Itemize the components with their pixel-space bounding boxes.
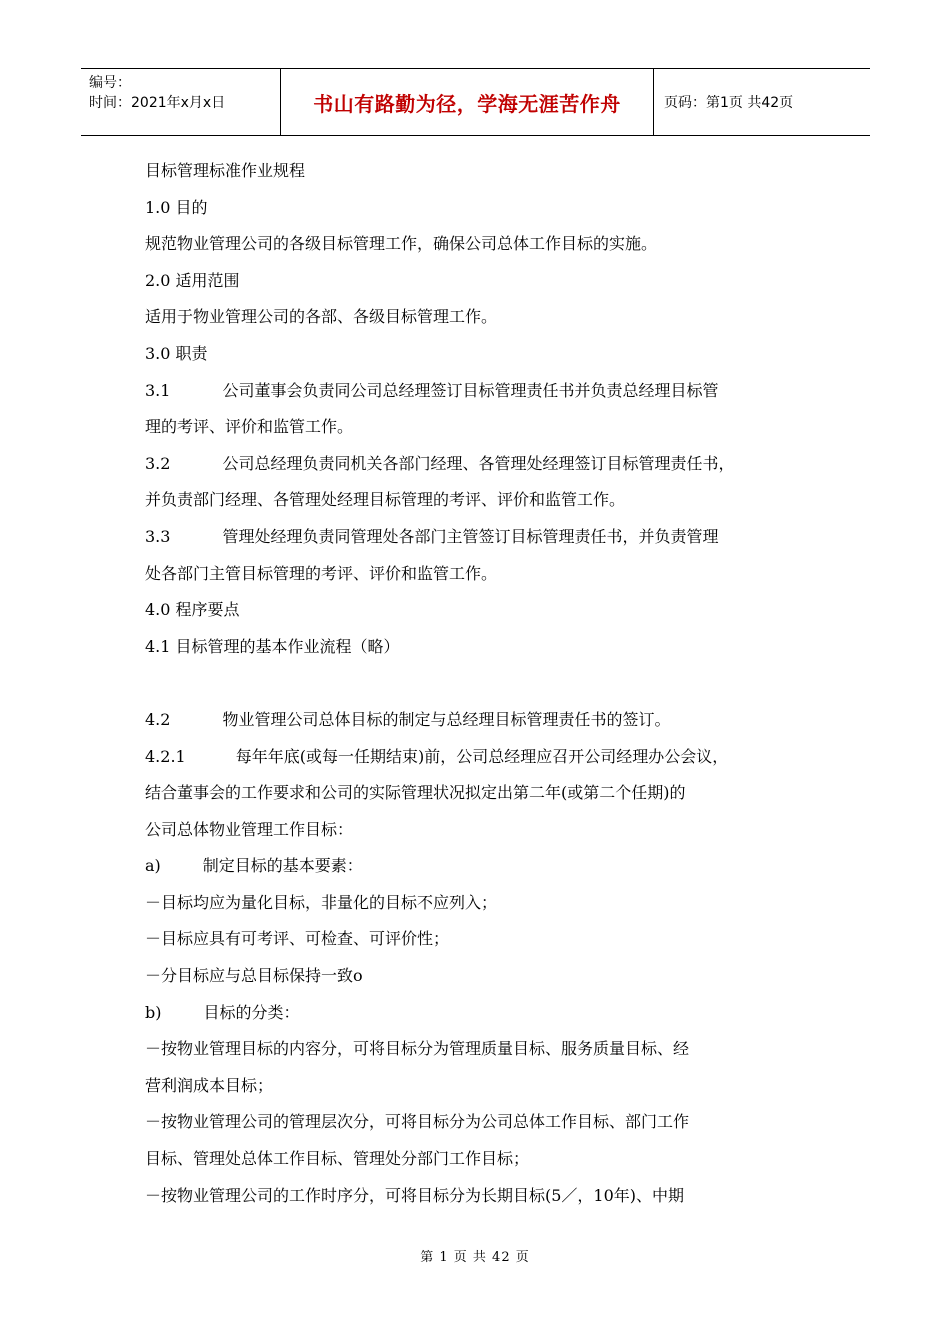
header-meta bbox=[81, 69, 281, 135]
clause-text: 目标管理标准作业规程 bbox=[145, 161, 306, 180]
text-line bbox=[145, 739, 815, 776]
clause-text: 管理处经理负责同管理处各部门主管签订目标管理责任书，并负责管理 bbox=[222, 526, 719, 546]
text-line bbox=[145, 1031, 815, 1068]
text-line bbox=[145, 299, 815, 336]
clause-text: 2.0 适用范围 bbox=[145, 270, 240, 290]
text-line bbox=[145, 263, 815, 300]
text-line bbox=[145, 1104, 815, 1141]
clause-text: 并负责部门经理、各管理处经理目标管理的考评、评价和监管工作。 bbox=[145, 490, 626, 510]
text-line bbox=[145, 958, 815, 995]
text-line bbox=[145, 812, 815, 849]
text-line bbox=[145, 190, 815, 227]
text-line bbox=[145, 995, 815, 1032]
clause-text: 理的考评、评价和监管工作。 bbox=[145, 417, 354, 437]
clause-text: 公司董事会负责同公司总经理签订目标管理责任书并负责总经理目标管 bbox=[222, 380, 719, 400]
header-page-info: 页码：第1页 共42页 bbox=[664, 95, 794, 111]
clause-text: 3.0 职责 bbox=[145, 343, 208, 363]
clause-text: 4.0 程序要点 bbox=[145, 600, 240, 620]
clause-text: －按物业管理公司的管理层次分，可将目标分为公司总体工作目标、部门工作 bbox=[145, 1112, 690, 1132]
clause-text: 公司总经理负责同机关各部门经理、各管理处经理签订目标管理责任书， bbox=[222, 453, 735, 473]
page-header bbox=[81, 68, 870, 136]
text-line bbox=[145, 556, 815, 593]
clause-number: 3.1 bbox=[145, 380, 171, 400]
clause-text: 规范物业管理公司的各级目标管理工作，确保公司总体工作目标的实施。 bbox=[145, 234, 658, 254]
clause-text: 公司总体物业管理工作目标： bbox=[145, 819, 354, 839]
clause-text: 目标、管理处总体工作目标、管理处分部门工作目标； bbox=[145, 1149, 530, 1169]
clause-text: 物业管理公司总体目标的制定与总经理目标管理责任书的签订。 bbox=[222, 709, 671, 729]
clause-text: 适用于物业管理公司的各部、各级目标管理工作。 bbox=[145, 307, 498, 327]
text-line bbox=[145, 592, 815, 629]
clause-number: b) bbox=[145, 1002, 162, 1022]
text-line bbox=[145, 775, 815, 812]
document-body bbox=[145, 153, 815, 1214]
text-line bbox=[145, 409, 815, 446]
text-line bbox=[145, 336, 815, 373]
clause-text: 处各部门主管目标管理的考评、评价和监管工作。 bbox=[145, 563, 498, 583]
text-line bbox=[145, 373, 815, 410]
text-line bbox=[145, 848, 815, 885]
text-line bbox=[145, 226, 815, 263]
text-line bbox=[145, 921, 815, 958]
clause-text: －目标均应为量化目标，非量化的目标不应列入； bbox=[145, 892, 498, 912]
clause-number: 3.3 bbox=[145, 526, 171, 546]
document-date: 时间：2021年x月x日 bbox=[89, 95, 226, 111]
text-line bbox=[145, 629, 815, 666]
clause-text: 营利润成本目标； bbox=[145, 1075, 274, 1095]
document-number-label: 编号： bbox=[89, 75, 131, 91]
clause-text: －按物业管理公司的工作时序分，可将目标分为长期目标(5／，10年)、中期 bbox=[145, 1185, 685, 1205]
text-line bbox=[145, 885, 815, 922]
clause-text: 1.0 目的 bbox=[145, 197, 208, 217]
clause-text: －分目标应与总目标保持一致o bbox=[145, 966, 363, 986]
clause-number: 4.2 bbox=[145, 709, 171, 729]
text-line bbox=[145, 1068, 815, 1105]
clause-text: 制定目标的基本要素： bbox=[202, 856, 363, 876]
clause-text: 4.1 目标管理的基本作业流程（略） bbox=[145, 636, 400, 656]
text-line bbox=[145, 1178, 815, 1215]
text-line bbox=[145, 1141, 815, 1178]
page-footer: 第 1 页 共 42 页 bbox=[420, 1250, 530, 1265]
clause-number: a) bbox=[145, 856, 161, 876]
text-line bbox=[145, 153, 815, 190]
clause-text: 结合董事会的工作要求和公司的实际管理状况拟定出第二年(或第二个任期)的 bbox=[145, 783, 686, 803]
header-motto: 书山有路勤为径，学海无涯苦作舟 bbox=[281, 69, 654, 135]
text-line bbox=[145, 702, 815, 739]
clause-number: 4.2.1 bbox=[145, 746, 186, 766]
clause-text: －目标应具有可考评、可检查、可评价性； bbox=[145, 929, 450, 949]
text-line bbox=[145, 482, 815, 519]
text-line bbox=[145, 446, 815, 483]
clause-text: 每年年底(或每一任期结束)前，公司总经理应召开公司经理办公会议， bbox=[235, 746, 729, 766]
clause-text: －按物业管理目标的内容分，可将目标分为管理质量目标、服务质量目标、经 bbox=[145, 1039, 690, 1059]
blank-line bbox=[145, 665, 815, 702]
text-line bbox=[145, 519, 815, 556]
clause-number: 3.2 bbox=[145, 453, 171, 473]
clause-text: 目标的分类： bbox=[203, 1002, 300, 1022]
